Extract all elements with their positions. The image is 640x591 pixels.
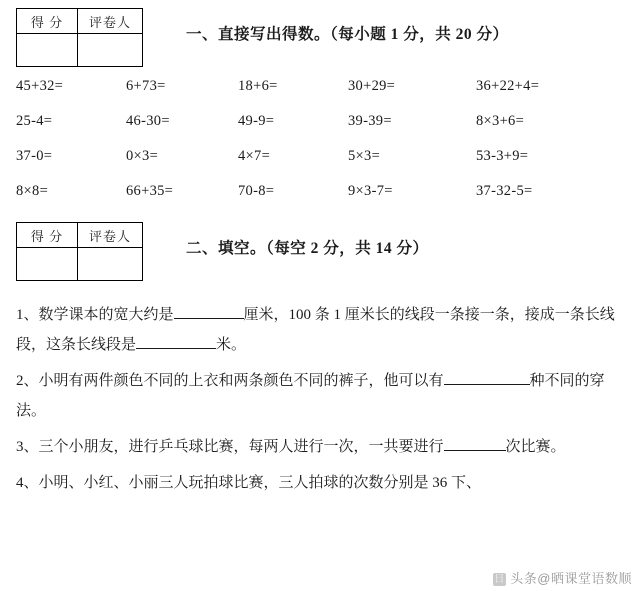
score-table bbox=[16, 8, 143, 67]
problem-item: 66+35= bbox=[126, 183, 174, 199]
problem-item: 4×7= bbox=[238, 148, 271, 164]
watermark-text: 头条@晒课堂语数顺 bbox=[510, 571, 632, 586]
score-box-section-1 bbox=[16, 8, 143, 67]
problem-item: 25-4= bbox=[16, 113, 53, 129]
question-1-text-part-3: 一条，接成一条长线段，这条长线段是 bbox=[16, 307, 615, 353]
problem-item: 37-0= bbox=[16, 148, 53, 164]
question-3-text-part-1: 3、三个小朋友，进行乒乓球比赛，每两人进行一次，一共要进行 bbox=[16, 439, 444, 455]
question-2-text-part-1: 2、小明有两件颜色不同的上衣和两条颜色不同的裤子，他可以有 bbox=[16, 373, 444, 389]
grader-value-cell[interactable] bbox=[78, 34, 143, 67]
section-1-title: 一、直接写出得数。（每小题 1 分，共 20 分） bbox=[186, 26, 509, 43]
problem-item: 6+73= bbox=[126, 78, 166, 94]
problem-item: 49-9= bbox=[238, 113, 275, 129]
problem-item: 53-3+9= bbox=[476, 148, 529, 164]
question-2 bbox=[16, 366, 624, 426]
score-label: 得 分 bbox=[17, 223, 78, 248]
answer-blank[interactable] bbox=[136, 348, 216, 349]
arithmetic-problem-grid bbox=[16, 78, 624, 218]
question-4-text-part-1: 4、小明、小红、小丽三人玩拍球比赛，三人拍球的次数分别是 36 下、 bbox=[16, 475, 482, 491]
grader-label: 评卷人 bbox=[78, 223, 143, 248]
watermark-badge-icon: 日 bbox=[494, 574, 505, 585]
grader-value-cell[interactable] bbox=[78, 248, 143, 281]
problem-item: 39-39= bbox=[348, 113, 392, 129]
grader-label: 评卷人 bbox=[78, 9, 143, 34]
section-2-title: 二、填空。（每空 2 分，共 14 分） bbox=[186, 240, 429, 257]
score-value-cell[interactable] bbox=[17, 248, 78, 281]
problem-item: 36+22+4= bbox=[476, 78, 540, 94]
problem-item: 8×3+6= bbox=[476, 113, 525, 129]
problem-item: 5×3= bbox=[348, 148, 381, 164]
score-label: 得 分 bbox=[17, 9, 78, 34]
question-3 bbox=[16, 432, 624, 462]
problem-item: 37-32-5= bbox=[476, 183, 533, 199]
question-1-text-part-4: 米。 bbox=[216, 337, 247, 353]
problem-item: 30+29= bbox=[348, 78, 396, 94]
question-2-text-part-3: 种不同的穿法。 bbox=[16, 373, 605, 419]
watermark bbox=[493, 568, 632, 587]
question-3-text-part-3: 次比赛。 bbox=[505, 439, 566, 455]
question-4 bbox=[16, 468, 624, 498]
score-value-cell[interactable] bbox=[17, 34, 78, 67]
problem-item: 18+6= bbox=[238, 78, 278, 94]
problem-item: 8×8= bbox=[16, 183, 49, 199]
problem-item: 45+32= bbox=[16, 78, 64, 94]
question-1-text-part-1: 1、数学课本的宽大约是 bbox=[16, 307, 174, 323]
answer-blank[interactable] bbox=[444, 384, 530, 385]
question-1-text-part-2: 厘米，100 条 1 厘米长的线段一条接 bbox=[243, 307, 480, 323]
answer-blank[interactable] bbox=[444, 450, 506, 451]
problem-item: 70-8= bbox=[238, 183, 275, 199]
fill-in-questions bbox=[16, 300, 624, 504]
question-1 bbox=[16, 300, 624, 360]
problem-item: 0×3= bbox=[126, 148, 159, 164]
problem-item: 9×3-7= bbox=[348, 183, 393, 199]
answer-blank[interactable] bbox=[174, 318, 244, 319]
score-box-section-2 bbox=[16, 222, 143, 281]
score-table bbox=[16, 222, 143, 281]
problem-item: 46-30= bbox=[126, 113, 170, 129]
